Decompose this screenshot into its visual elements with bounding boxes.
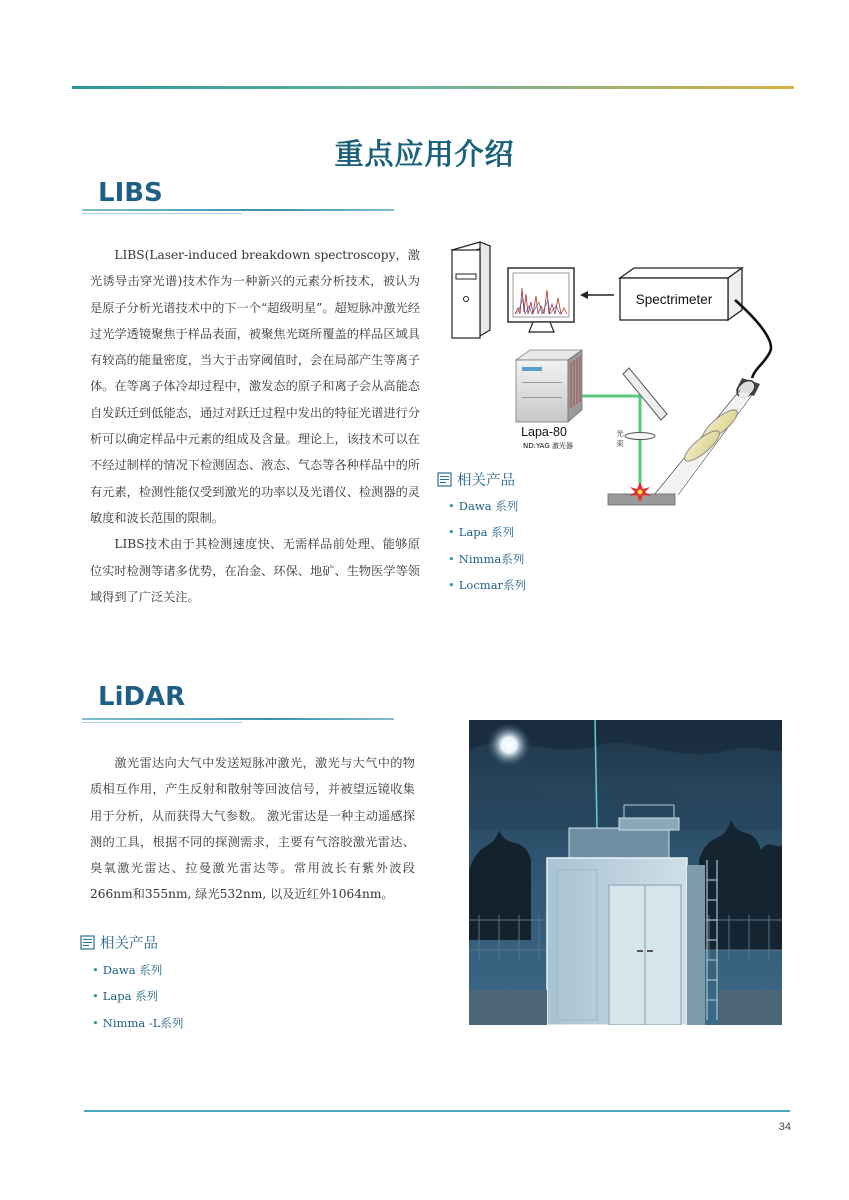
libs-paragraph-2: LIBS技术由于其检测速度快、无需样品前处理、能够原位实时检测等诸多优势，在冶金、环保、地矿、生物医学等领域得到了广泛关注。 [90,537,420,604]
product-link[interactable]: • Locmar系列 [448,572,526,598]
libs-heading-underline [82,209,394,211]
product-link[interactable]: • Dawa 系列 [448,493,526,519]
laser-head [516,350,582,450]
lens-lower [681,426,724,465]
bottom-divider [84,1110,790,1112]
lidar-heading: LiDAR [98,682,186,712]
document-icon [437,472,452,487]
beam-label-2: 束 [616,439,624,448]
lidar-related-title [80,932,158,953]
product-link[interactable]: • Dawa 系列 [92,957,183,983]
lidar-related-title-text: 相关产品 [100,936,158,952]
libs-heading-underline-light [82,213,242,214]
monitor-icon [508,268,574,332]
spectrometer-box [620,268,742,320]
lidar-related-list [92,957,183,1036]
beam-label-1: 光 [616,429,624,438]
page-number: 34 [778,1121,791,1133]
focusing-lens [625,433,655,440]
libs-paragraph-1: LIBS(Laser-induced breakdown spectroscopy，激光诱导击穿光谱)技术作为一种新兴的元素分析技术，被认为是原子分析光谱技术中的下一个“超级明星”。超短脉冲激光经过光学透镜聚焦于样品表面，被聚焦光斑所覆盖的样品区域具有较高的能量密度，当大于击穿阈值时，会在局部产生等离子体。在等离子体冷却过程中，激发态的原子和离子会从高能态自发跃迁到低能态，通过对跃迁过程中发出的特征光谱进行分析可以确定样品中元素的组成及含量。理论上，该技术可以在不经过制样的情况下检测固态、液态、气态等各种样品中的所有元素，检测性能仅受到激光的功率以及光谱仪、检测器的灵敏度和波长范围的限制。 [90,248,420,525]
top-divider [72,86,794,89]
libs-body [90,242,420,610]
lidar-heading-underline [82,718,394,720]
product-link[interactable]: • Lapa 系列 [448,519,526,545]
page-title: 重点应用介绍 [334,137,515,171]
spectrometer-label: Spectrimeter [635,292,713,307]
mirror [623,368,667,420]
computer-tower-icon [452,242,490,338]
lidar-heading-underline-light [82,722,242,723]
lidar-paragraph: 激光雷达向大气中发送短脉冲激光，激光与大气中的物质相互作用，产生反射和散射等回波信号，并被望远镜收集用于分析，从而获得大气参数。 激光雷达是一种主动遥感探测的工具，根据不同的探测需求，主要有气溶胶激光雷达、臭氧激光雷达、拉曼激光雷达等。常用波长有紫外波段 266nm和355nm, 绿光532nm, 以及近红外1064nm。 [90,756,415,902]
product-link[interactable]: • Lapa 系列 [92,983,183,1009]
lidar-body [90,750,415,908]
libs-heading: LIBS [98,178,163,208]
libs-related-list [448,493,526,599]
lidar-station-photo [469,720,782,1025]
libs-related-title-text: 相关产品 [457,473,515,489]
libs-related-title [437,469,515,490]
product-link[interactable]: • Nimma系列 [448,546,526,572]
document-icon [80,935,95,950]
laser-type-label: ND:YAG 激光器 [522,442,574,450]
product-link[interactable]: • Nimma -L系列 [92,1010,183,1036]
moon [487,723,531,767]
laser-model-label: Lapa-80 [521,425,567,439]
